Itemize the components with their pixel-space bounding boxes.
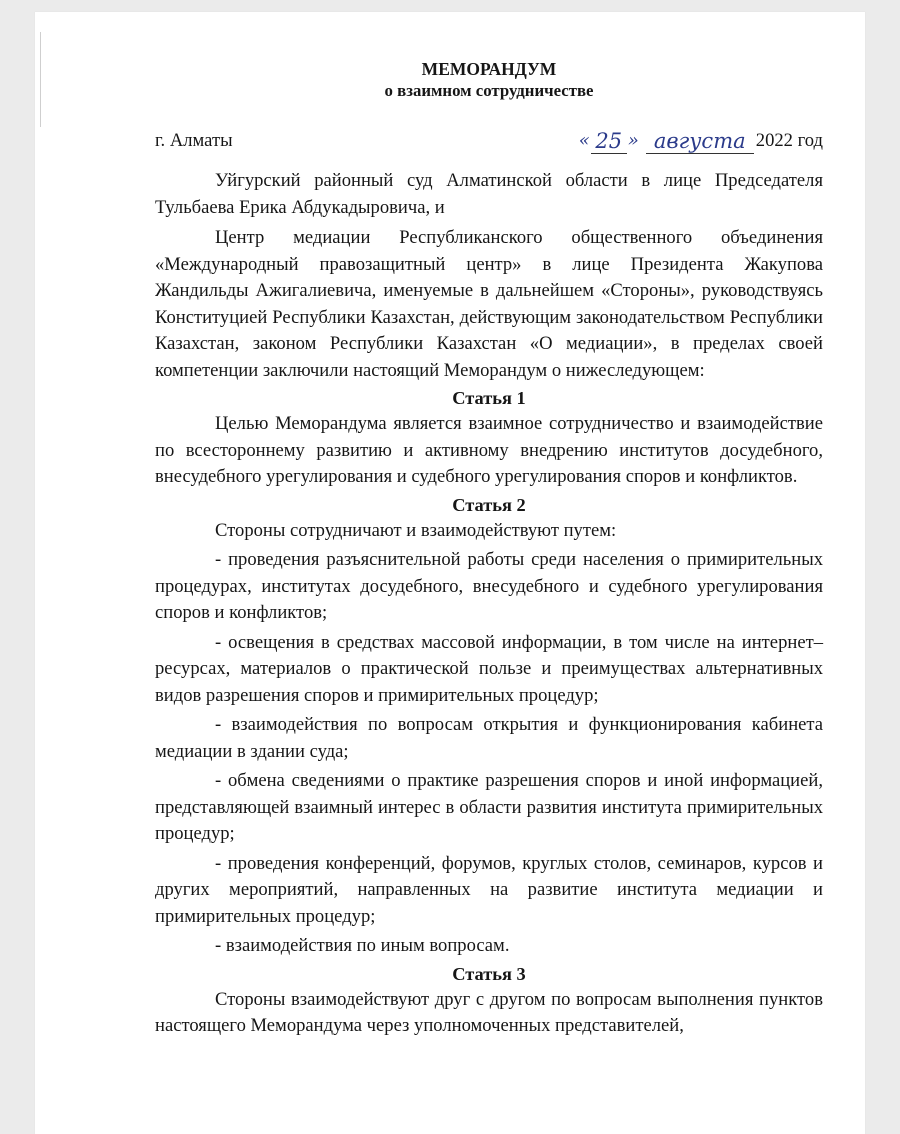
date-day-handwritten: 25 (591, 129, 627, 154)
place-date-row (155, 124, 823, 154)
article-3-text: Стороны взаимодействуют друг с другом по вопросам выполнения пунктов настоящего Меморандума через уполномоченных представителей, (155, 988, 823, 1036)
article-2-item: - освещения в средствах массовой информации, в том числе на интернет–ресурсах, материалов о практической пользе и преимуществах альтернативных видов разрешения споров и примирительных процедур; (155, 631, 823, 706)
scan-edge-mark (40, 32, 41, 127)
date-quote-open: « (578, 129, 590, 151)
city-label: г. Алматы (155, 129, 233, 151)
date-month-handwritten: августа (646, 129, 754, 154)
article-3-heading: Статья 3 (452, 963, 526, 984)
document-title: МЕМОРАНДУМ (421, 59, 557, 79)
article-2-item: - взаимодействия по вопросам открытия и функционирования кабинета медиации в здании суда; (155, 714, 823, 762)
article-2-item: - проведения конференций, форумов, круглых столов, семинаров, курсов и других мероприятий, направленных на развитие института медиации и примирительных процедур; (155, 852, 823, 927)
document-page (35, 12, 865, 1134)
date-quote-close: » (627, 129, 639, 151)
date-year-text: 2022 год (755, 129, 823, 151)
preamble-paragraph-1: Уйгурский районный суд Алматинской области в лице Председателя Тульбаева Ерика Абдукадыровича, и (155, 170, 823, 218)
article-2-item: - обмена сведениями о практике разрешения споров и иной информацией, представляющей взаимный интерес в области развития института примирительных процедур; (155, 770, 823, 844)
date-line (578, 128, 823, 155)
article-1-text: Целью Меморандума является взаимное сотрудничество и взаимодействие по всестороннему развитию и активному внедрению институтов досудебного, внесудебного урегулирования и судебного урегулирования споров и конфликтов. (155, 413, 823, 487)
document-content (155, 58, 823, 1040)
article-2-item: - проведения разъяснительной работы среди населения о примирительных процедурах, институтах досудебного, внесудебного и судебного урегулирования споров и конфликтов; (155, 549, 823, 623)
article-1-heading: Статья 1 (452, 388, 526, 408)
article-2-item: - взаимодействия по иным вопросам. (215, 935, 510, 956)
preamble-paragraph-2: Центр медиации Республиканского общественного объединения «Международный правозащитный центр» в лице Президента Жакупова Жандильды Ажигалиевича, именуемые в дальнейшем «Стороны», руководствуясь Конституцией Республики Казахстан, действующим законодательством Республики Казахстан, законом Республики Казахстан «О медиации», в пределах своей компетенции заключили настоящий Меморандум о нижеследующем: (155, 227, 823, 381)
article-2-heading: Статья 2 (452, 494, 526, 515)
document-subtitle: о взаимном сотрудничестве (384, 81, 594, 100)
article-2-intro: Стороны сотрудничают и взаимодействуют путем: (215, 519, 617, 541)
